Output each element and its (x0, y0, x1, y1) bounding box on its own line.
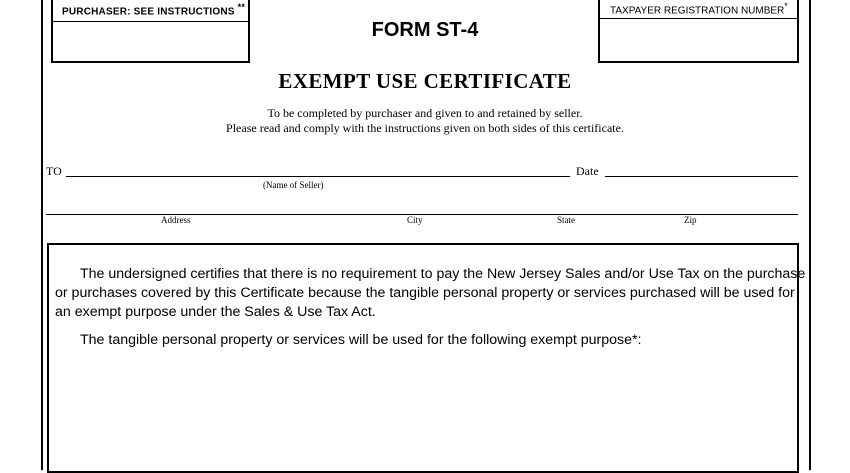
zip-caption: Zip (684, 215, 697, 225)
certification-text-line-3: an exempt purpose under the Sales & Use Tax Act. (55, 304, 376, 320)
instruction-line-2: Please read and comply with the instructions given on both sides of this certificate. (226, 121, 624, 135)
exempt-purpose-field[interactable] (55, 356, 791, 453)
certificate-title: EXEMPT USE CERTIFICATE (278, 69, 572, 93)
purchaser-label-text: PURCHASER: SEE INSTRUCTIONS (62, 6, 235, 18)
exempt-purpose-prompt: The tangible personal property or services will be used for the following exempt purpose*: (80, 332, 642, 348)
taxpayer-box-divider (598, 18, 799, 19)
taxpayer-label-text: TAXPAYER REGISTRATION NUMBER (610, 5, 785, 17)
city-caption: City (407, 215, 423, 225)
taxpayer-registration-label (610, 1, 788, 16)
form-number-text: FORM ST-4 (371, 19, 479, 41)
date-label: Date (576, 164, 599, 178)
seller-name-field[interactable] (66, 176, 570, 177)
address-caption: Address (161, 215, 191, 225)
certification-text-line-2: or purchases covered by this Certificate because the tangible personal property or services purchased will be used for (55, 285, 795, 301)
taxpayer-label-mark: * (784, 1, 788, 11)
instruction-line-1: To be completed by purchaser and given to and retained by seller. (267, 106, 583, 120)
purchaser-label-mark: ** (237, 2, 246, 12)
seller-name-caption: (Name of Seller) (263, 180, 324, 190)
state-caption: State (557, 215, 575, 225)
date-field[interactable] (605, 176, 798, 177)
to-label: TO (46, 164, 62, 178)
purchaser-label (62, 2, 245, 17)
taxpayer-registration-field[interactable] (600, 20, 797, 61)
certification-text-line-1: The undersigned certifies that there is no requirement to pay the New Jersey Sales and/or Use Tax on the purchase (80, 266, 806, 282)
